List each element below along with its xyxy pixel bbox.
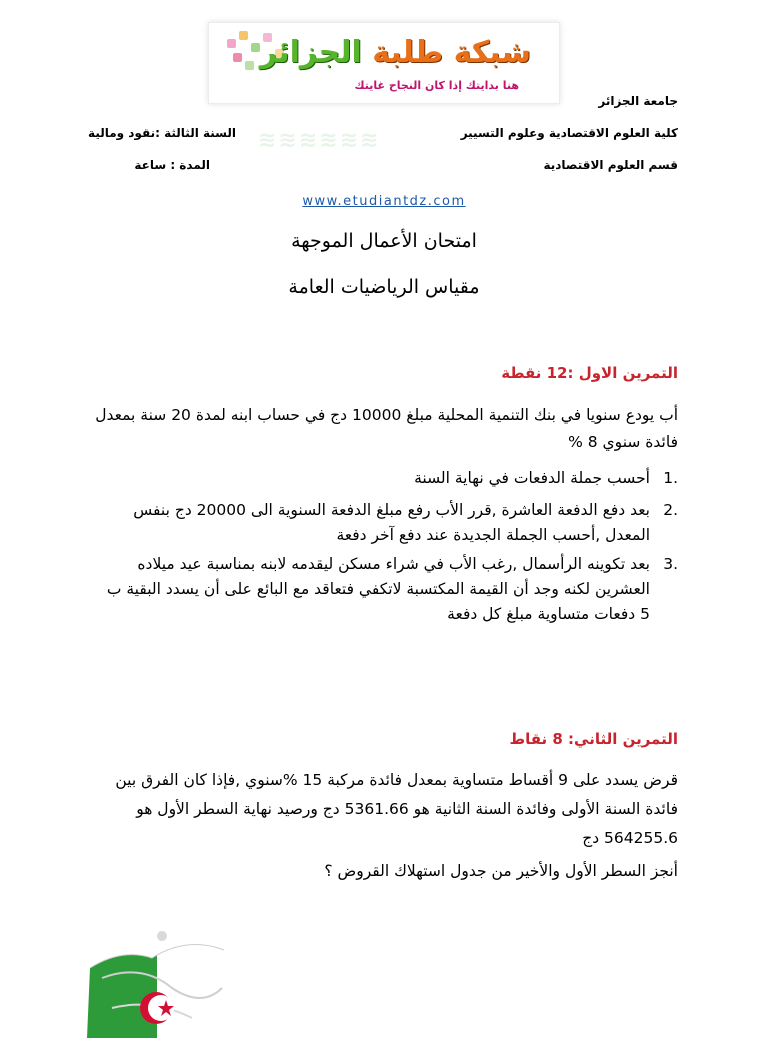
exercise1-item-2 — [88, 498, 678, 548]
exercise1-item-1 — [88, 466, 678, 491]
item-number: .3 — [663, 555, 678, 573]
item-text: بعد تكوينه الرأسمال ,رغب الأب في شراء مسكن ليقدمه لابنه بمناسبة عيد ميلاده — [137, 555, 650, 573]
item-text: بعد دفع الدفعة العاشرة ,قرر الأب رفع مبلغ الدفعة السنوية الى 20000 دج بنفس — [133, 501, 650, 519]
website-link[interactable]: www.etudiantdz.com — [302, 194, 466, 209]
item-text: 5 دفعات متساوية مبلغ كل دفعة — [447, 605, 650, 623]
site-banner — [208, 22, 560, 104]
university-name: جامعة الجزائر — [598, 94, 678, 108]
exercise1-intro — [78, 402, 678, 456]
exercise2-question: أنجز السطر الأول والأخير من جدول استهلاك القروض ؟ — [324, 862, 678, 880]
department-name: قسم العلوم الاقتصادية — [543, 158, 678, 172]
exam-title: امتحان الأعمال الموجهة — [291, 230, 477, 252]
banner-logo: شبكة طلبة الجزائر — [259, 35, 531, 70]
exercise2-line: 564255.6 دج — [582, 829, 678, 847]
module-title: مقياس الرياضيات العامة — [288, 276, 480, 298]
exercise1-intro-line: فائدة سنوي 8 % — [568, 433, 678, 451]
item-number: .1 — [663, 469, 678, 487]
exercise2-line: فائدة السنة الأولى وفائدة السنة الثانية هو 5361.66 دج ورصيد نهاية السطر الأول هو — [136, 800, 678, 818]
item-number: .2 — [663, 501, 678, 519]
exam-duration: المدة : ساعة — [134, 158, 210, 172]
item-text: المعدل ,أحسب الجملة الجديدة عند دفع آخر دفعة — [336, 526, 650, 544]
exercise2-heading: التمرين الثاني: 8 نقاط — [509, 730, 678, 748]
item-text: العشرين لكنه وجد أن القيمة المكتسبة لاتكفي فتعاقد مع البائع على أن يسدد البقية ب — [106, 580, 650, 598]
faded-logo-watermark: ≋≋≋≋≋≋ — [258, 128, 381, 153]
banner-slogan: هنا بدايتك إذا كان النجاح غايتك — [354, 79, 519, 92]
exercise2-statement — [78, 766, 678, 853]
exercise1-item-3 — [88, 552, 678, 627]
faculty-name: كلية العلوم الاقتصادية وعلوم التسيير — [460, 126, 678, 140]
study-year: السنة الثالثة :نقود ومالية — [88, 126, 236, 140]
exercise1-heading: التمرين الاول :12 نقطة — [501, 364, 678, 382]
item-text: أحسب جملة الدفعات في نهاية السنة — [414, 469, 650, 487]
algerian-flag-image — [82, 928, 232, 1038]
exercise1-intro-line: أب يودع سنويا في بنك التنمية المحلية مبلغ 10000 دج في حساب ابنه لمدة 20 سنة بمعدل — [95, 406, 678, 424]
exercise2-line: قرض يسدد على 9 أقساط متساوية بمعدل فائدة مركبة 15 %سنوي ,فإذا كان الفرق بين — [115, 771, 678, 789]
